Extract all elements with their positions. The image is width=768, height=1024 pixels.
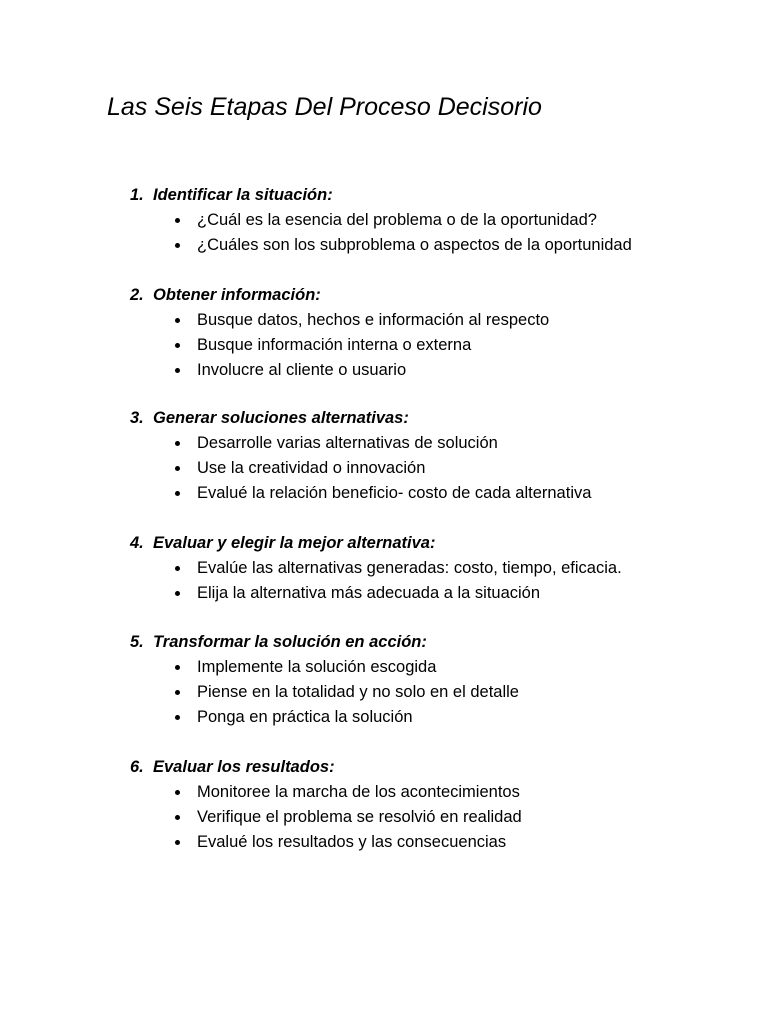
bullet-icon [175, 790, 180, 795]
bullet-icon [175, 243, 180, 248]
step-heading [0, 629, 768, 655]
bullet-icon [175, 491, 180, 496]
step-number: 1. [130, 186, 144, 204]
step-number: 4. [130, 534, 144, 552]
step-number: 2. [130, 286, 144, 304]
step-heading [0, 182, 768, 208]
step-2-bullet-list [0, 308, 768, 383]
bullet-icon [175, 591, 180, 596]
list-item-text: Busque información interna o externa [197, 336, 472, 354]
list-item [0, 830, 768, 855]
step-number: 5. [130, 633, 144, 651]
step-label: Generar soluciones alternativas: [153, 409, 409, 427]
list-item-text: Evalúe las alternativas generadas: costo, tiempo, eficacia. [197, 559, 622, 577]
list-item [0, 556, 768, 581]
list-item [0, 581, 768, 606]
bullet-icon [175, 441, 180, 446]
list-item [0, 233, 768, 258]
list-item-text: Evalué los resultados y las consecuencias [197, 833, 507, 851]
step-heading [0, 282, 768, 308]
list-item-text: Evalué la relación beneficio- costo de cada alternativa [197, 484, 592, 502]
step-5-bullet-list [0, 655, 768, 730]
list-item-text: Implemente la solución escogida [197, 658, 437, 676]
step-number: 6. [130, 758, 144, 776]
bullet-icon [175, 566, 180, 571]
step-label: Identificar la situación: [153, 186, 333, 204]
bullet-icon [175, 343, 180, 348]
page-title: Las Seis Etapas Del Proceso Decisorio [107, 93, 542, 121]
list-item [0, 308, 768, 333]
step-number: 3. [130, 409, 144, 427]
step-label: Transformar la solución en acción: [153, 633, 427, 651]
bullet-icon [175, 690, 180, 695]
list-item-text: Piense en la totalidad y no solo en el detalle [197, 683, 519, 701]
step-label: Obtener información: [153, 286, 321, 304]
step-2 [0, 282, 768, 383]
list-item-text: Verifique el problema se resolvió en realidad [197, 808, 522, 826]
step-1 [0, 182, 768, 258]
list-item-text: Involucre al cliente o usuario [197, 361, 407, 379]
list-item [0, 358, 768, 383]
list-item [0, 431, 768, 456]
bullet-icon [175, 466, 180, 471]
step-label: Evaluar y elegir la mejor alternativa: [153, 534, 436, 552]
step-heading [0, 754, 768, 780]
step-4 [0, 530, 768, 606]
step-1-bullet-list [0, 208, 768, 258]
step-heading [0, 405, 768, 431]
bullet-icon [175, 840, 180, 845]
list-item-text: Use la creatividad o innovación [197, 459, 426, 477]
bullet-icon [175, 815, 180, 820]
list-item-text: Desarrolle varias alternativas de solución [197, 434, 498, 452]
step-6 [0, 754, 768, 855]
list-item-text: ¿Cuál es la esencia del problema o de la oportunidad? [197, 211, 597, 229]
step-6-bullet-list [0, 780, 768, 855]
list-item [0, 333, 768, 358]
list-item [0, 705, 768, 730]
list-item-text: Elija la alternativa más adecuada a la situación [197, 584, 541, 602]
bullet-icon [175, 218, 180, 223]
step-5 [0, 629, 768, 730]
bullet-icon [175, 318, 180, 323]
list-item [0, 680, 768, 705]
bullet-icon [175, 368, 180, 373]
list-item-text: Ponga en práctica la solución [197, 708, 413, 726]
list-item-text: Busque datos, hechos e información al respecto [197, 311, 550, 329]
step-label: Evaluar los resultados: [153, 758, 335, 776]
list-item [0, 456, 768, 481]
bullet-icon [175, 715, 180, 720]
list-item [0, 481, 768, 506]
list-item [0, 208, 768, 233]
list-item [0, 655, 768, 680]
list-item-text: Monitoree la marcha de los acontecimientos [197, 783, 520, 801]
bullet-icon [175, 665, 180, 670]
step-4-bullet-list [0, 556, 768, 606]
step-heading [0, 530, 768, 556]
step-3 [0, 405, 768, 506]
step-3-bullet-list [0, 431, 768, 506]
list-item [0, 780, 768, 805]
list-item-text: ¿Cuáles son los subproblema o aspectos de la oportunidad [197, 236, 632, 254]
list-item [0, 805, 768, 830]
